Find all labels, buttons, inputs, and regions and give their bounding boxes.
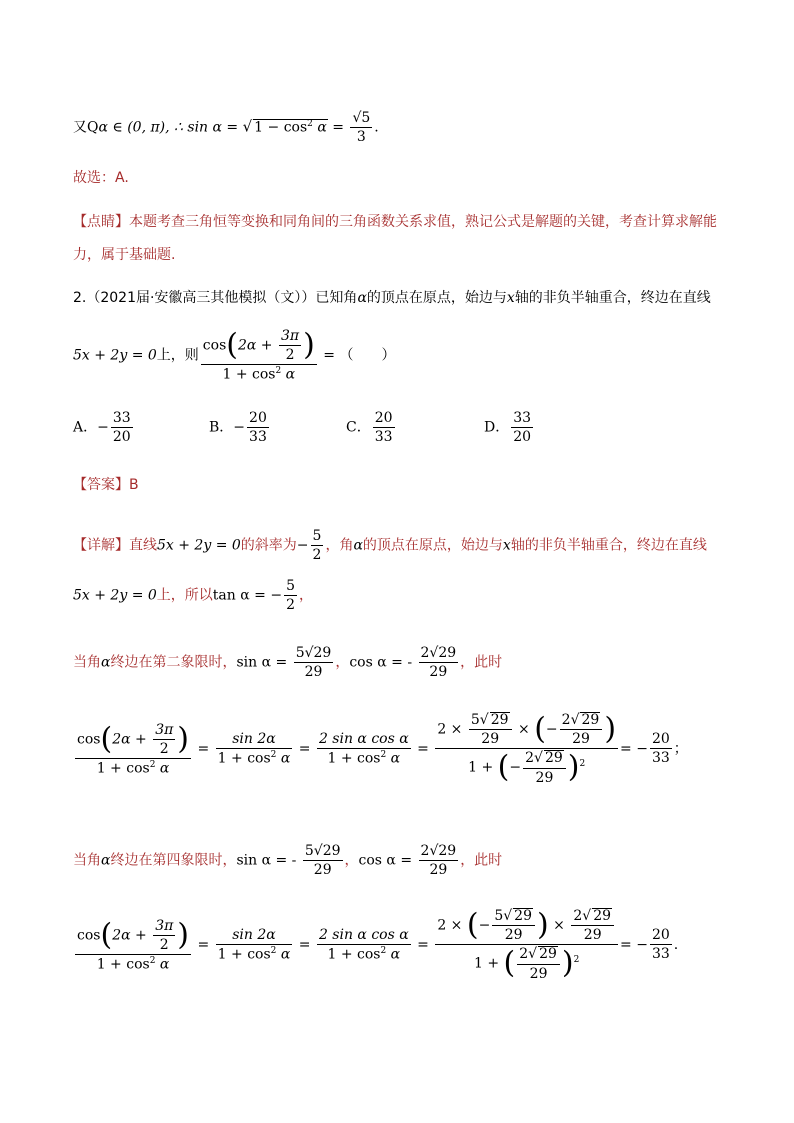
comment-line-1: 【点睛】本题考查三角恒等变换和同角间的三角函数关系求值，熟记公式是解题的关键，考查计算求解能 — [73, 214, 717, 230]
detail-line-2: 5x + 2y = 0上，所以tan α = − $\frac{5}{2}$ ， — [73, 578, 313, 613]
equation-fourth-quadrant: cos(2α + $\frac{3\pi}{2}$ ) $1 + \cos^2 \alpha$ = $\frac{\sin 2\alpha}{1 + \cos^2 \alpha}$ = $\frac{\text{2 sin α cos α}}{1 + \cos^2 \alpha}$ = 2 × (− $\frac{5√ 29}{29}$ ) × $\frac{2√ 29}{29}$ 1 + ( $\frac{2√ 29}{29}$ )$^2$ = − $\frac{20}{33}$ . — [77, 907, 679, 982]
choose-answer: 故选：A. — [73, 170, 129, 186]
option-b[interactable]: B．− $\frac{20}{33}$ — [209, 410, 267, 445]
option-a[interactable]: A．− $\frac{33}{20}$ — [73, 410, 131, 445]
detail-line-1: 【详解】直线5x + 2y = 0的斜率为− $\frac{5}{2}$ ，角α的顶点在原点，始边与x轴的非负半轴重合，终边在直线 — [73, 528, 707, 563]
case-fourth-quadrant-line: 当角α终边在第四象限时，sin α = - $\frac{5√29}{29}$ ，cos α = $\frac{2√29}{29}$ ，此时 — [73, 843, 503, 878]
comment-tag: 【点睛】 — [73, 214, 129, 230]
problem-stem-line-2: 5x + 2y = 0上，则 cos(2α + $\frac{3\pi}{2}$ ) $1 + \cos^2 \alpha$ = （ ） — [73, 327, 396, 383]
prefix-text: 又Q — [73, 119, 99, 136]
case-second-quadrant-line: 当角α终边在第二象限时，sin α = $\frac{5√29}{29}$ ，cos α = - $\frac{2√29}{29}$ ，此时 — [73, 645, 503, 680]
result-fraction: $\frac{√5}{3}$ — [352, 110, 371, 145]
comment-line-2: 力，属于基础题. — [73, 247, 176, 263]
option-d[interactable]: D． $\frac{33}{20}$ — [484, 410, 532, 445]
answer-line: 【答案】B — [73, 477, 139, 493]
detail-tag: 【详解】 — [73, 537, 129, 554]
previous-solution-line: 又Qα ∈ (0, π), ∴ sin α = √ $1 - \cos^2 \alpha$ = $\frac{√5}{3}$ . — [73, 110, 379, 145]
sqrt-expression: $1 - \cos^2 \alpha$ — [254, 118, 327, 136]
option-c[interactable]: C． $\frac{20}{33}$ — [346, 410, 393, 445]
equation-second-quadrant: cos(2α + $\frac{3\pi}{2}$ ) $1 + \cos^2 \alpha$ = $\frac{\sin 2\alpha}{1 + \cos^2 \alpha}$ = $\frac{\text{2 sin α cos α}}{1 + \cos^2 \alpha}$ = 2 × $\frac{5√ 29}{29}$ × (− $\frac{2√ 29}{29}$ ) 1 + (− $\frac{2√ 29}{29}$ )$^2$ = − $\frac{20}{33}$ ； — [77, 711, 688, 786]
problem-stem-line-1: 2.（2021届·安徽高三其他模拟（文））已知角α的顶点在原点，始边与x轴的非负半轴重合，终边在直线 — [73, 290, 711, 306]
problem-expression: cos(2α + $\frac{3\pi}{2}$ ) $1 + \cos^2 \alpha$ — [202, 327, 315, 383]
